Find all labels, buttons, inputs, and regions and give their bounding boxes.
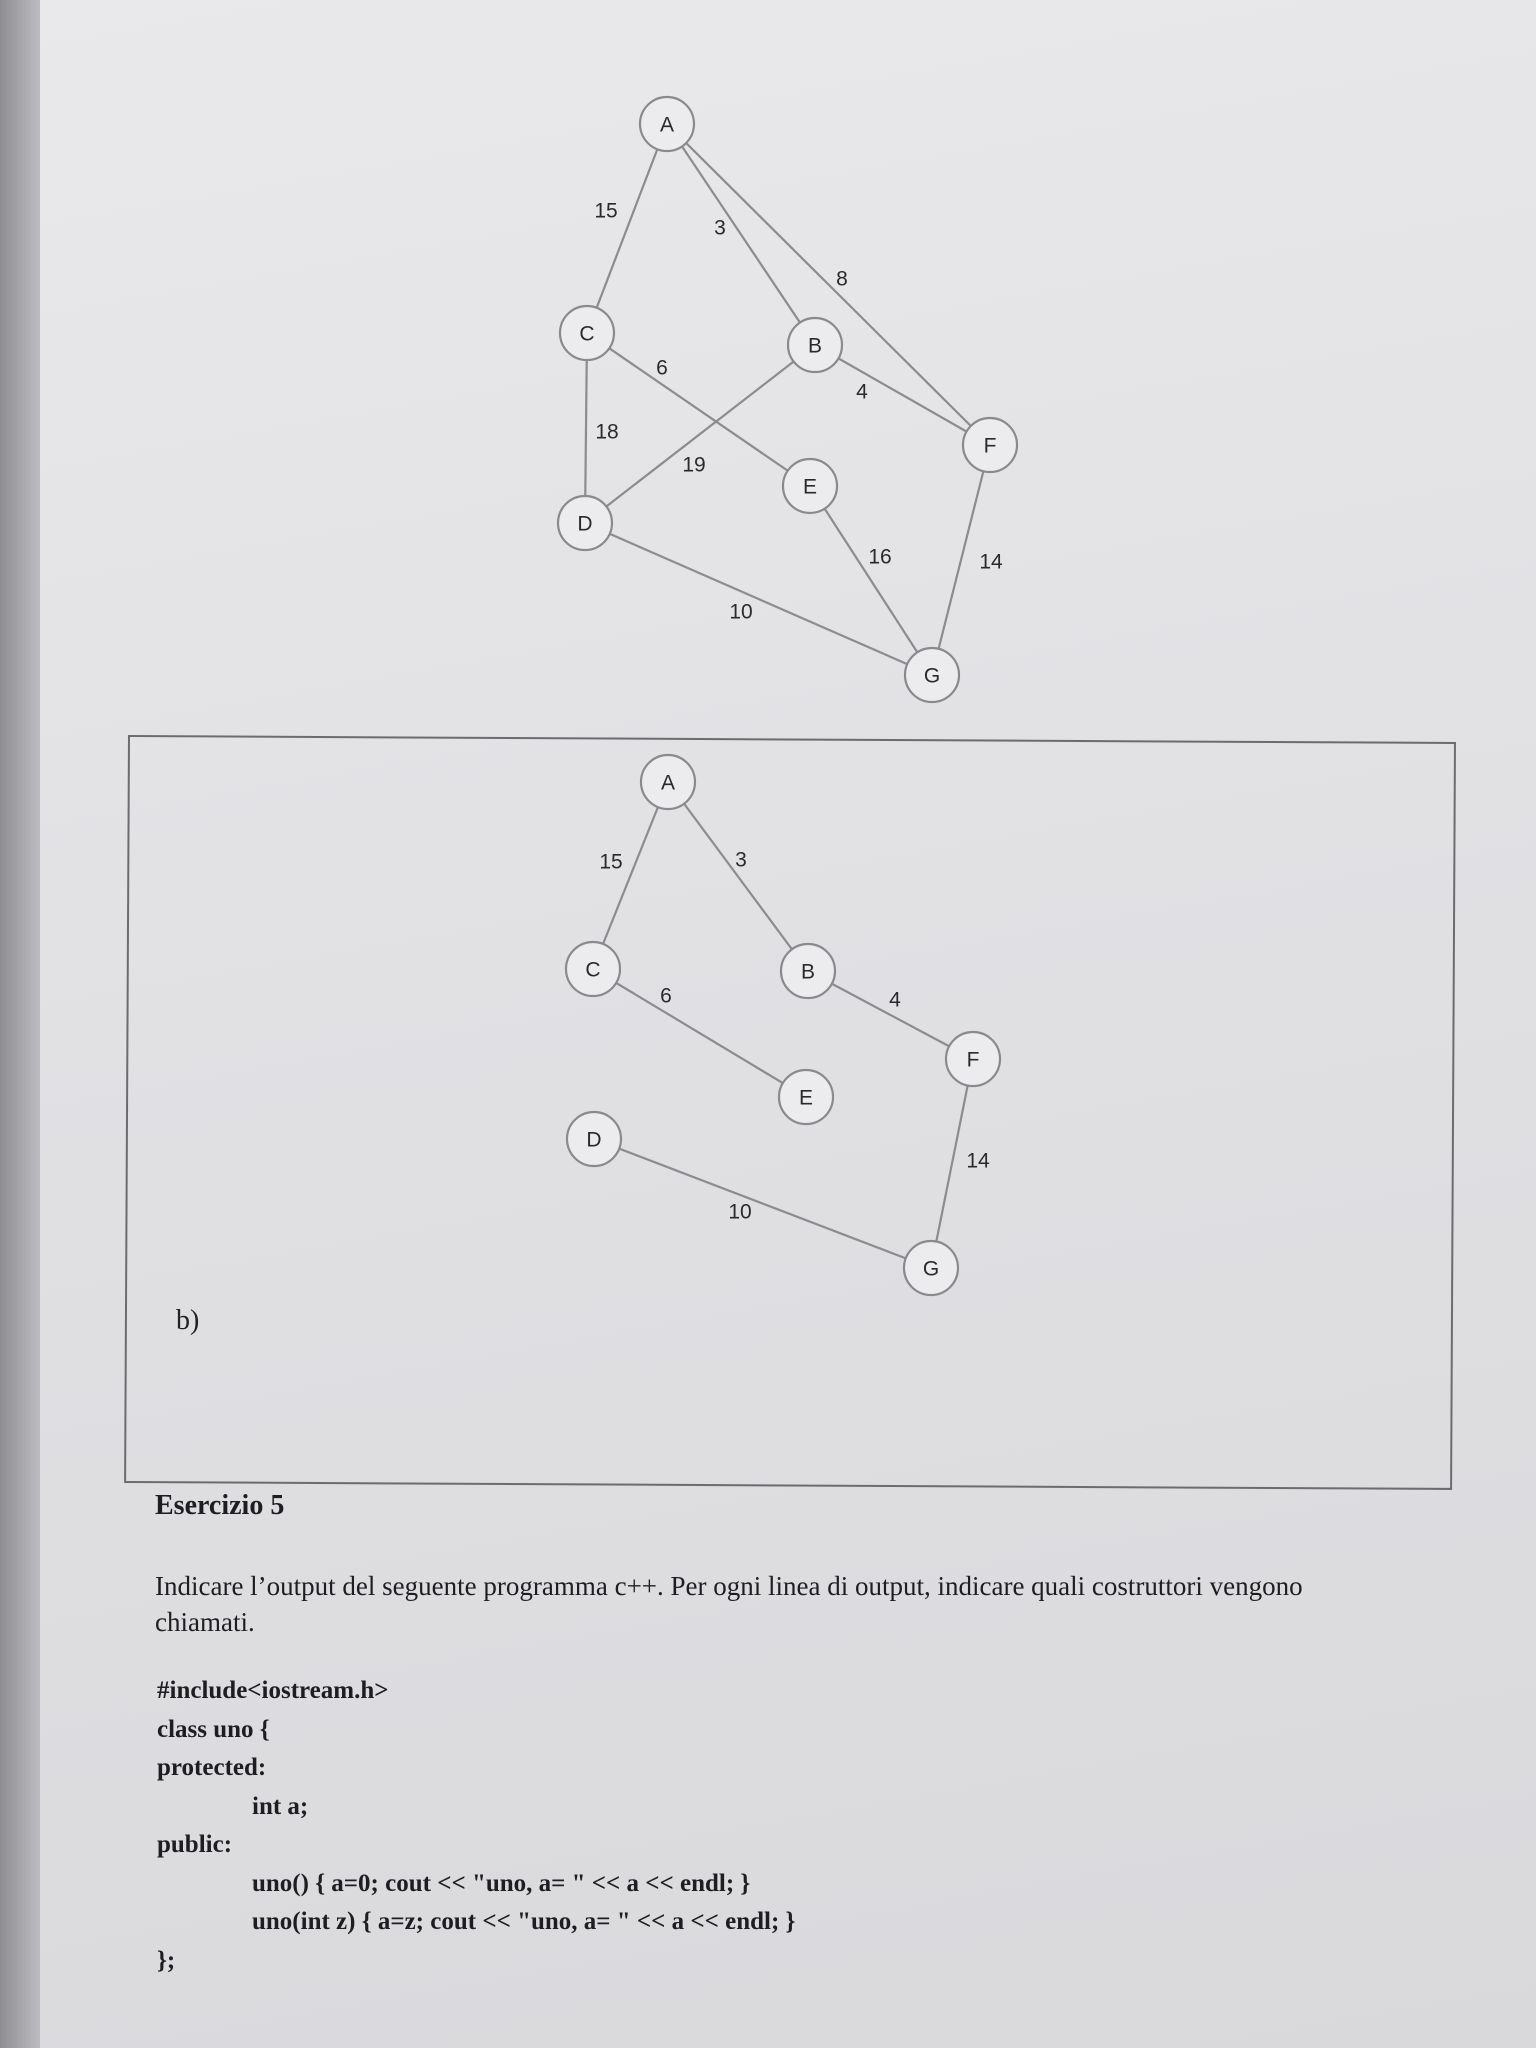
answer-node-label-d: D [586, 1128, 602, 1152]
top-weight-e-g: 16 [868, 545, 892, 569]
answer-weight-d-g: 10 [728, 1200, 752, 1224]
answer-weight-c-e: 6 [660, 984, 672, 1008]
answer-weight-a-c: 15 [599, 850, 623, 874]
top-weight-c-e: 6 [656, 356, 668, 380]
top-weight-b-f: 4 [856, 380, 868, 404]
top-node-label-c: C [579, 322, 595, 346]
top-node-label-b: B [807, 334, 823, 358]
code-line: uno(int z) { a=z; cout << "uno, a= " << a << endl; } [252, 1908, 796, 1935]
answer-node-label-a: A [660, 771, 676, 795]
code-line: int a; [252, 1792, 309, 1820]
top-node-label-a: A [659, 113, 675, 137]
top-weight-b-d: 19 [682, 453, 706, 477]
code-line: public: [157, 1831, 233, 1858]
answer-node-label-b: B [800, 960, 816, 984]
answer-node-label-f: F [966, 1048, 980, 1072]
top-weight-d-g: 10 [729, 600, 753, 624]
top-weight-c-d: 18 [595, 420, 619, 444]
top-weight-a-f: 8 [836, 267, 848, 291]
answer-node-label-e: E [798, 1086, 814, 1110]
answer-label: b) [176, 1305, 200, 1336]
answer-edge-d-g [594, 1139, 931, 1268]
top-node-label-g: G [923, 664, 941, 688]
top-node-label-f: F [983, 434, 997, 458]
top-weight-a-b: 3 [714, 216, 726, 240]
code-line: #include<iostream.h> [157, 1677, 389, 1704]
answer-edge-c-e [593, 969, 806, 1097]
exercise-title: Esercizio 5 [155, 1490, 285, 1521]
answer-node-label-c: C [585, 958, 601, 982]
top-node-label-d: D [577, 512, 593, 536]
code-line: uno() { a=0; cout << "uno, a= " << a << endl; } [252, 1869, 751, 1897]
answer-weight-b-f: 4 [889, 988, 901, 1012]
top-weight-f-g: 14 [979, 550, 1003, 574]
answer-weight-a-b: 3 [735, 848, 747, 872]
code-block [157, 1672, 795, 1980]
answer-node-label-g: G [922, 1257, 940, 1281]
answer-edge-a-c [593, 782, 668, 969]
code-line: protected: [157, 1754, 267, 1781]
answer-weight-f-g: 14 [966, 1149, 990, 1173]
code-line: class uno { [157, 1715, 270, 1743]
top-node-label-e: E [802, 475, 818, 499]
exercise-text: Indicare l’output del seguente programma c++. Per ogni linea di output, indicare quali costruttori vengono chiamati. [155, 1571, 1303, 1637]
top-weight-a-c: 15 [594, 199, 618, 223]
code-line: }; [157, 1946, 176, 1974]
answer-edge-a-b [668, 782, 808, 971]
